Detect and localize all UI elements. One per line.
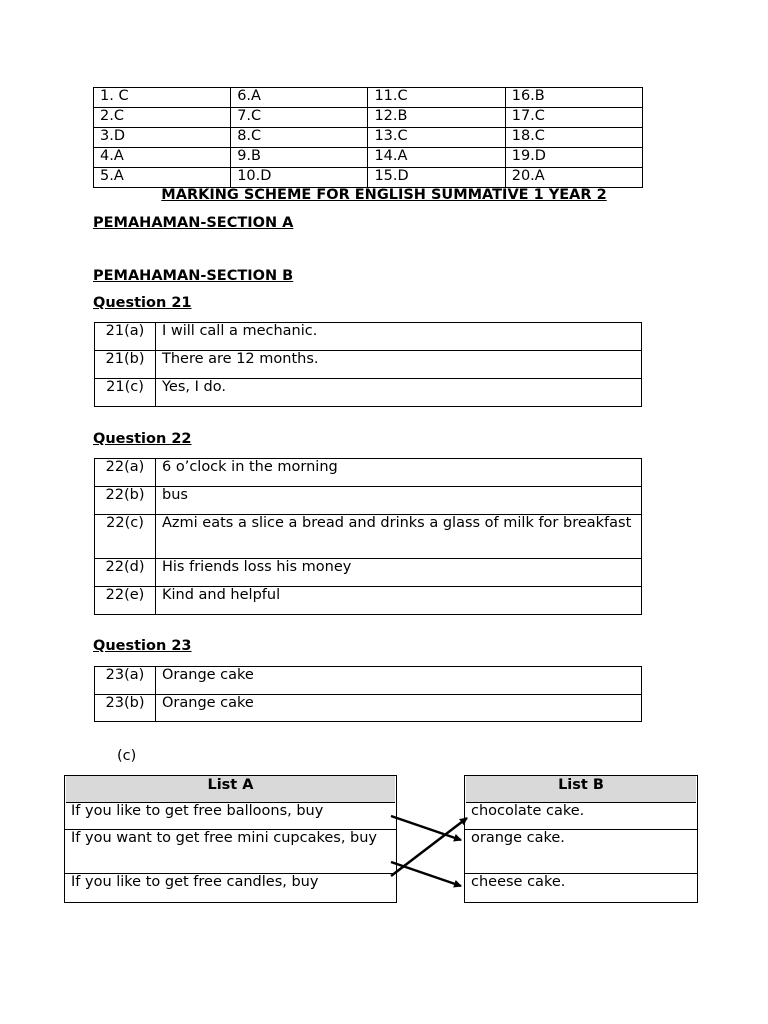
question-number: 22(a) xyxy=(95,459,156,487)
answer-cell: 7.C xyxy=(231,108,368,128)
list-a-item: If you like to get free candles, buy xyxy=(71,874,319,890)
list-b-header: List B xyxy=(466,776,696,803)
question-number: 23(b) xyxy=(95,695,156,722)
answer-cell: 8.C xyxy=(231,128,368,148)
arrow-balloons-to-orange xyxy=(391,816,461,840)
answer-text: 6 o’clock in the morning xyxy=(156,459,642,487)
question-21-heading: Question 21 xyxy=(93,295,192,311)
answer-cell: 10.D xyxy=(231,168,368,188)
answer-cell: 17.C xyxy=(505,108,642,128)
question-number: 22(b) xyxy=(95,487,156,515)
answer-cell: 15.D xyxy=(368,168,505,188)
answer-cell: 1. C xyxy=(94,88,231,108)
answer-text: Orange cake xyxy=(156,667,642,695)
section-b-heading: PEMAHAMAN-SECTION B xyxy=(93,268,294,284)
list-b-item: chocolate cake. xyxy=(465,803,697,830)
answer-cell: 6.A xyxy=(231,88,368,108)
answer-cell: 20.A xyxy=(505,168,642,188)
arrow-cupcakes-to-cheese xyxy=(391,862,461,886)
question-number: 23(a) xyxy=(95,667,156,695)
question-number: 22(c) xyxy=(95,515,156,559)
list-b-item: cheese cake. xyxy=(471,874,566,890)
answer-text: Yes, I do. xyxy=(156,379,642,407)
answer-cell: 12.B xyxy=(368,108,505,128)
answer-cell: 5.A xyxy=(94,168,231,188)
answer-cell: 9.B xyxy=(231,148,368,168)
section-a-heading: PEMAHAMAN-SECTION A xyxy=(93,215,294,231)
answer-text: bus xyxy=(156,487,642,515)
answer-cell: 2.C xyxy=(94,108,231,128)
answer-cell: 14.A xyxy=(368,148,505,168)
list-a-item: If you want to get free mini cupcakes, buy xyxy=(65,830,396,874)
answer-cell: 16.B xyxy=(505,88,642,108)
answer-cell: 13.C xyxy=(368,128,505,148)
question-number: 21(b) xyxy=(95,351,156,379)
list-a-header: List A xyxy=(66,776,395,803)
question-number: 22(e) xyxy=(95,587,156,615)
answer-cell: 3.D xyxy=(94,128,231,148)
question-number: 22(d) xyxy=(95,559,156,587)
question-22-heading: Question 22 xyxy=(93,431,192,447)
answer-text: Kind and helpful xyxy=(156,587,642,615)
question-23-heading: Question 23 xyxy=(93,638,192,654)
answer-cell: 4.A xyxy=(94,148,231,168)
arrow-candles-to-chocolate xyxy=(391,818,467,876)
answer-cell: 18.C xyxy=(505,128,642,148)
list-a-item: If you like to get free balloons, buy xyxy=(65,803,396,830)
answer-cell: 11.C xyxy=(368,88,505,108)
page-title: MARKING SCHEME FOR ENGLISH SUMMATIVE 1 YEAR 2 xyxy=(161,187,607,203)
answer-text: I will call a mechanic. xyxy=(156,323,642,351)
question-number: 21(a) xyxy=(95,323,156,351)
part-c-label: (c) xyxy=(117,748,137,764)
answer-cell: 19.D xyxy=(505,148,642,168)
answer-text: His friends loss his money xyxy=(156,559,642,587)
question-number: 21(c) xyxy=(95,379,156,407)
answer-text: There are 12 months. xyxy=(156,351,642,379)
answer-text: Azmi eats a slice a bread and drinks a glass of milk for breakfast xyxy=(156,515,642,559)
answer-text: Orange cake xyxy=(156,695,642,722)
list-b-item: orange cake. xyxy=(465,830,697,874)
